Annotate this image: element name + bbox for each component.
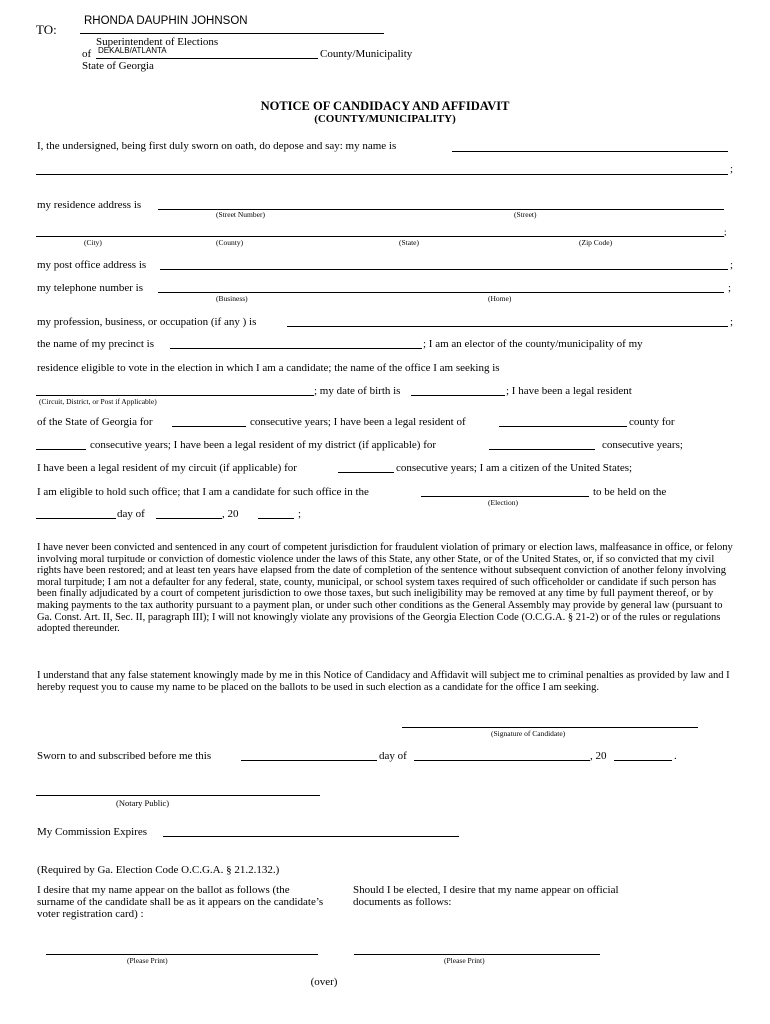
superintendent-label: Superintendent of Elections (96, 36, 219, 48)
state-years-field[interactable] (172, 426, 246, 427)
eligibility-paragraph: I have never been convicted and sentenced in any court of competent jurisdiction for fraudulent violation of primary or election laws, malfeasance in office, or felony involving moral turpitude or conviction of domestic violence under the laws of this State, any other State, or of the United States, or, if so convicted that my civil rights have been restored; and at least ten years have elapsed from the date of completion of the sentence without subsequent conviction of another felony involving moral turpitude; I am not a defaulter for any federal, state, county, municipal, or school system taxes required of such officeholder or candidate if such person has been finally adjudicated by a court of competent jurisdiction to owe those taxes, but such ineligibility may be removed at any time by full payment thereof, or by making payments to the tax authority pursuant to a payment plan, or under such other conditions as the General Assembly may provide by general law (pursuant to Ga. Const. Art. II, Sec. II, paragraph III); I will not knowingly violate any provisions of the Georgia Election Code (O.C.G.A. § 21-2) or of the rules or regulations adopted thereunder. (37, 542, 733, 635)
election-label: (Election) (488, 498, 518, 507)
precinct-field[interactable] (170, 348, 422, 349)
county-for-label: county for (629, 416, 675, 428)
county-line (96, 58, 318, 59)
official-name-text: Should I be elected, I desire that my name appear on official documents as follows: (353, 884, 619, 908)
print-right-label: (Please Print) (444, 956, 485, 965)
semicolon: ; (730, 316, 734, 328)
consec-district-text: consecutive years; I have been a legal resident of my district (if applicable) for (90, 439, 437, 451)
city-county-field[interactable] (36, 236, 724, 237)
dob-field[interactable] (411, 395, 505, 396)
circuit-line-label: I have been a legal resident of my circuit (if applicable) for (37, 462, 297, 474)
citizen-text: consecutive years; I am a citizen of the United States; (396, 462, 633, 474)
phone-label: my telephone number is (37, 282, 144, 294)
county-resident-field[interactable] (499, 426, 627, 427)
year-suffix: ; (298, 508, 302, 520)
district-years-field[interactable] (489, 449, 595, 450)
notary-label: (Notary Public) (116, 798, 170, 808)
day-of-label: day of (117, 508, 145, 520)
over-label: (over) (310, 976, 338, 988)
semicolon: ; (730, 259, 734, 271)
po-field[interactable] (160, 269, 728, 270)
consec-county-text: consecutive years; I have been a legal resident of (250, 416, 466, 428)
ballot-name-text: I desire that my name appear on the ballot as follows (the surname of the candidate shall be as it appears on the candidate’s voter registration card) : (37, 884, 324, 920)
zip-label: (Zip Code) (579, 238, 613, 247)
state-label: State of Georgia (82, 60, 154, 72)
sworn-day-of: day of (379, 750, 407, 762)
profession-label: my profession, business, or occupation (if any ) is (37, 316, 257, 328)
circuit-years-field[interactable] (338, 472, 394, 473)
sworn-year-field[interactable] (614, 760, 672, 761)
election-day-field[interactable] (36, 518, 116, 519)
county-years-field[interactable] (36, 449, 86, 450)
semicolon: ; (730, 163, 734, 175)
signature-label: (Signature of Candidate) (491, 729, 566, 738)
election-month-field[interactable] (156, 518, 222, 519)
legal-resident-text: ; I have been a legal resident (506, 385, 632, 397)
intro-text: I, the undersigned, being first duly sworn on oath, do depose and say: my name is (37, 140, 397, 152)
recipient-line (80, 33, 384, 34)
precinct-suffix: ; I am an elector of the county/municipality of my (423, 338, 643, 350)
home-label: (Home) (488, 294, 512, 303)
street-number-label: (Street Number) (216, 210, 265, 219)
semicolon: ; (724, 227, 727, 237)
phone-field[interactable] (158, 292, 724, 293)
office-field[interactable] (36, 395, 314, 396)
election-field[interactable] (421, 496, 589, 497)
required-note: (Required by Ga. Election Code O.C.G.A. § 21.2.132.) (37, 864, 280, 876)
name-field-continued[interactable] (36, 174, 728, 175)
of-label: of (82, 48, 92, 60)
profession-field[interactable] (287, 326, 728, 327)
sworn-month-field[interactable] (414, 760, 590, 761)
print-left-label: (Please Print) (127, 956, 168, 965)
recipient-name[interactable]: RHONDA DAUPHIN JOHNSON (84, 15, 248, 27)
state-for-label: of the State of Georgia for (37, 416, 153, 428)
state-sub-label: (State) (399, 238, 419, 247)
notary-signature-field[interactable] (36, 795, 320, 796)
sworn-day-field[interactable] (241, 760, 377, 761)
residence-label: my residence address is (37, 199, 142, 211)
po-label: my post office address is (37, 259, 147, 271)
penalty-paragraph: I understand that any false statement knowingly made by me in this Notice of Candidacy and Affidavit will subject me to criminal penalties as provided by law and I hereby request you to cause my name to be placed on the ballots to be used in such election as a candidate for the office I am seeking. (37, 670, 730, 693)
to-be-held-text: to be held on the (593, 486, 667, 498)
residence-eligible-text: residence eligible to vote in the election in which I am a candidate; the name of the office I am seeking is (37, 362, 500, 374)
business-label: (Business) (216, 294, 248, 303)
county-value[interactable]: DEKALB/ATLANTA (98, 46, 167, 55)
county-label: (County) (216, 238, 244, 247)
sworn-label: Sworn to and subscribed before me this (37, 750, 212, 762)
precinct-label: the name of my precinct is (37, 338, 154, 350)
commission-field[interactable] (163, 836, 459, 837)
dob-label: ; my date of birth is (314, 385, 401, 397)
eligible-text: I am eligible to hold such office; that I am a candidate for such office in the (37, 486, 369, 498)
city-label: (City) (84, 238, 102, 247)
page-title: NOTICE OF CANDIDACY AND AFFIDAVIT (260, 99, 510, 113)
semicolon: ; (728, 282, 732, 294)
year-prefix: , 20 (222, 508, 239, 520)
sworn-year-prefix: , 20 (590, 750, 607, 762)
street-label: (Street) (514, 210, 537, 219)
election-year-field[interactable] (258, 518, 294, 519)
county-suffix: County/Municipality (320, 48, 413, 60)
consec-years-end: consecutive years; (602, 439, 683, 451)
to-label: TO: (36, 22, 57, 37)
page-subtitle: (COUNTY/MUNICIPALITY) (314, 113, 456, 125)
ballot-name-field[interactable] (46, 954, 318, 955)
candidate-signature-field[interactable] (402, 727, 698, 728)
sworn-period: . (674, 750, 677, 762)
name-field[interactable] (452, 151, 728, 152)
commission-label: My Commission Expires (37, 826, 148, 838)
official-name-field[interactable] (354, 954, 600, 955)
circuit-label: (Circuit, District, or Post if Applicable) (39, 397, 157, 406)
